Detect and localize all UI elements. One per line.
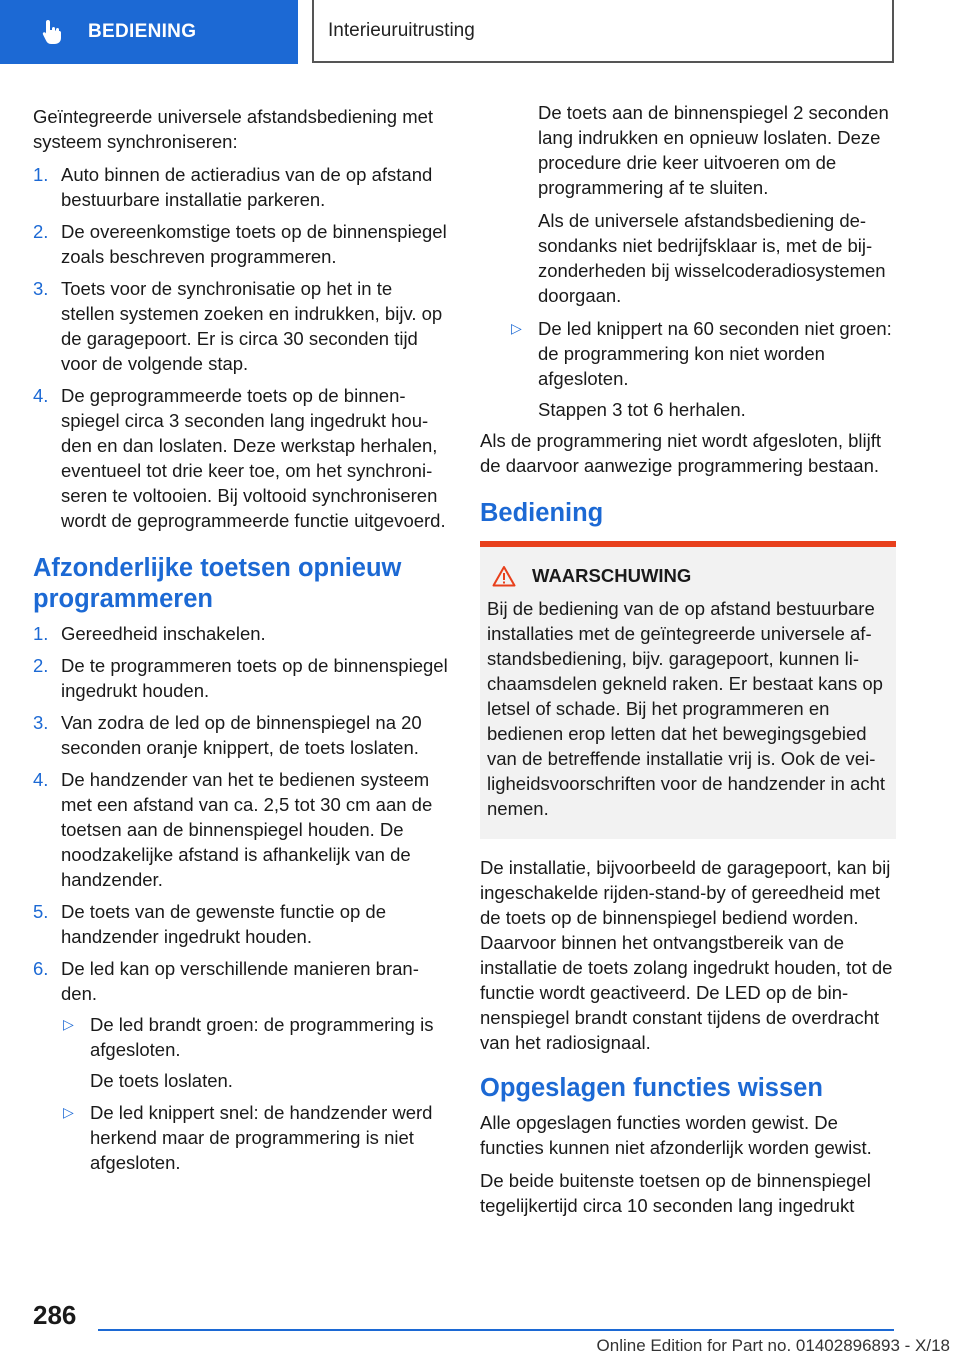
chapter-tab[interactable] <box>312 0 894 63</box>
step-text: De overeenkomstige toets op de binnenspiegel zoals beschreven programmeren. <box>61 221 447 267</box>
warning-title-text: WAARSCHUWING <box>532 565 692 586</box>
list-item <box>33 276 448 376</box>
step-number: 5. <box>33 901 49 922</box>
program-steps-list <box>33 621 448 1175</box>
left-column <box>33 104 448 1182</box>
sub-item-text: De led brandt groen: de programmering is afgesloten. <box>90 1014 434 1060</box>
footer-divider <box>98 1329 894 1331</box>
sub-list-item <box>61 1100 448 1175</box>
step-text: Toets voor de synchronisatie op het in te stellen systemen zoeken en indrukken, bijv. op de garagepoort. Er is circa 30 seconden tijd voor de volgende stap. <box>61 278 443 374</box>
list-item <box>33 956 448 1175</box>
triangle-bullet-icon: ▷ <box>63 1104 74 1120</box>
sub-item-follow: Stappen 3 tot 6 herhalen. <box>538 399 746 420</box>
section-heading-reprogram: Afzonderlijke toetsen opnieuw programmeren <box>33 554 402 613</box>
section-label: BEDIENING <box>88 21 197 42</box>
paragraph: Als de programmering niet wordt afgesloten, blijft de daarvoor aanwezige programmering bestaan. <box>480 430 882 476</box>
continued-sub-text <box>480 100 896 308</box>
intro-paragraph: Geïntegreerde universele afstandsbediening met systeem synchroniseren: <box>33 106 434 152</box>
step-number: 6. <box>33 958 49 979</box>
sub-list-item <box>509 316 896 422</box>
warning-triangle-icon <box>492 565 516 587</box>
page-number: 286 <box>33 1300 77 1330</box>
footer-edition-text: Online Edition for Part no. 01402896893 - X/18 <box>596 1336 950 1355</box>
paragraph: De beide buitenste toetsen op de binnenspiegel tegelijkertijd circa 10 seconden lang ingedrukt <box>480 1170 871 1216</box>
step-text: De led kan op verschillende manieren branden. <box>61 958 419 1004</box>
paragraph: Alle opgeslagen functies worden gewist. De functies kunnen niet afzonderlijk worden gewist. <box>480 1112 872 1158</box>
step-number: 4. <box>33 769 49 790</box>
list-item <box>33 219 448 269</box>
warning-box <box>480 541 896 839</box>
list-item <box>33 710 448 760</box>
list-item <box>33 162 448 212</box>
paragraph: De installatie, bijvoorbeeld de garagepoort, kan bij ingeschakelde rijden-stand-by of gereedheid met de toets op de binnenspiegel bediend worden. Daarvoor binnen het ontvangstbereik van de installatie de toets zolang ingedrukt houden, tot de functie wordt geactiveerd. De LED op de binnenspiegel brandt constant tijdens de overdracht van het radiosignaal. <box>480 857 893 1053</box>
step-number: 2. <box>33 221 49 242</box>
list-item <box>33 621 448 646</box>
step-number: 3. <box>33 278 49 299</box>
section-heading-operation: Bediening <box>480 499 604 527</box>
sync-steps-list <box>33 162 448 533</box>
step-number: 1. <box>33 164 49 185</box>
hand-pointer-icon <box>40 18 64 46</box>
list-item <box>33 899 448 949</box>
step-number: 2. <box>33 655 49 676</box>
list-item <box>33 383 448 533</box>
chapter-label: Interieuruitrusting <box>328 19 475 41</box>
triangle-bullet-icon: ▷ <box>63 1016 74 1032</box>
list-item <box>33 653 448 703</box>
footer-edition <box>0 1336 960 1356</box>
step-text: De te programmeren toets op de binnenspiegel ingedrukt houden. <box>61 655 448 701</box>
section-tab[interactable] <box>0 0 298 64</box>
step-text: Auto binnen de actieradius van de op afstand bestuurbare installatie parkeren. <box>61 164 433 210</box>
step-number: 3. <box>33 712 49 733</box>
continued-paragraph: De toets aan de binnenspiegel 2 seconden lang indrukken en opnieuw loslaten. Deze procedure drie keer uitvoeren om de programmering af te sluiten. <box>538 102 889 198</box>
step-text: Gereedheid inschakelen. <box>61 623 266 644</box>
warning-title <box>487 563 888 588</box>
sub-item-text: De led knippert snel: de handzender werd herkend maar de programmering is niet afgesloten. <box>90 1102 433 1173</box>
sub-list-item <box>61 1012 448 1093</box>
page-header <box>0 0 960 66</box>
sub-list <box>61 1012 448 1175</box>
step-number: 4. <box>33 385 49 406</box>
step-text: De geprogrammeerde toets op de binnenspiegel circa 3 seconden lang ingedrukt houden en dan loslaten. Deze werkstap herhalen, eventueel tot drie keer toe, om het synchroniseren te voltooien. Bij voltooid synchroniseren wordt de geprogrammeerde functie uitgevoerd. <box>61 385 446 531</box>
warning-text: Bij de bediening van de op afstand bestuurbare installaties met de geïntegreerde universele afstandsbediening, bijv. garagepoort, kunnen lichaamsdelen gekneld raken. Er bestaat kans op letsel of schade. Bij het programmeren en bedienen erop letten dat het bewegingsgebied van de betreffende installatie vrij is. Ook de veiligheidsvoorschriften voor de handzender in acht nemen. <box>487 598 885 819</box>
sub-item-follow: De toets loslaten. <box>90 1070 233 1091</box>
triangle-bullet-icon: ▷ <box>511 320 522 336</box>
section-heading-erase: Opgeslagen functies wissen <box>480 1074 823 1102</box>
step-text: De toets van de gewenste functie op de handzender ingedrukt houden. <box>61 901 386 947</box>
list-item <box>33 767 448 892</box>
step-text: Van zodra de led op de binnenspiegel na 20 seconden oranje knippert, de toets loslaten. <box>61 712 422 758</box>
right-column <box>480 100 896 1226</box>
continued-paragraph: Als de universele afstandsbediening desondanks niet bedrijfsklaar is, met de bijzonderheden bij wisselcoderadiosystemen doorgaan. <box>538 210 886 306</box>
sub-item-text: De led knippert na 60 seconden niet groen: de programmering kon niet worden afgesloten. <box>538 318 892 389</box>
step-text: De handzender van het te bedienen systeem met een afstand van ca. 2,5 tot 30 cm aan de toetsen aan de binnenspiegel houden. De noodzakelijke afstand is afhankelijk van de handzender. <box>61 769 433 890</box>
step-number: 1. <box>33 623 49 644</box>
